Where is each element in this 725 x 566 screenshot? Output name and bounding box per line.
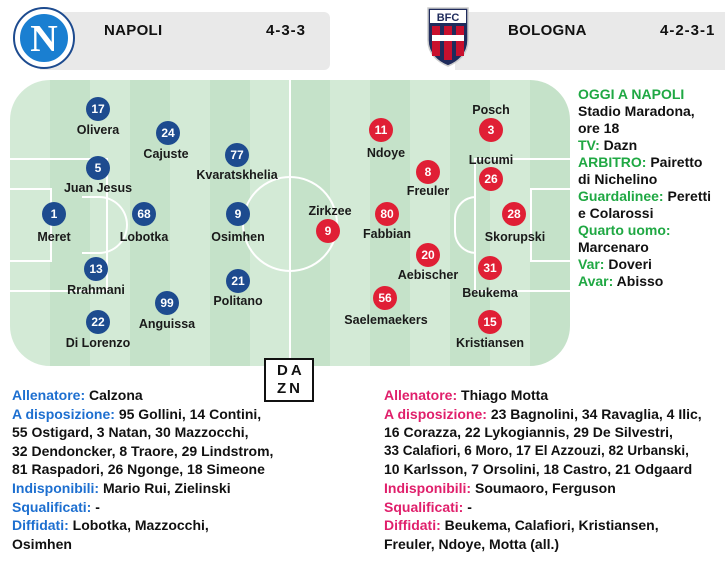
away-formation: 4-2-3-1 [660, 22, 716, 39]
player-number: 80 [375, 202, 399, 226]
bologna-header-bar [455, 12, 725, 70]
napoli-unavailable [12, 479, 342, 498]
player-number: 68 [132, 202, 156, 226]
coach-value: Thiago Motta [461, 387, 549, 403]
info-linesmen-label: Guardalinee: [578, 188, 664, 204]
warned-label: Diffidati: [384, 517, 441, 534]
player-name: Saelemaekers [344, 313, 428, 327]
player-number: 77 [225, 143, 249, 167]
player-name: Politano [213, 294, 263, 308]
dazn-logo-line2: ZN [277, 380, 303, 397]
player-name: Ndoye [366, 146, 406, 160]
bench-label: A disposizione: [12, 405, 115, 422]
bologna-suspended [384, 498, 725, 517]
unavailable-label: Indisponibili: [384, 479, 472, 496]
unavailable-label: Indisponibili: [12, 479, 100, 496]
coach-label: Allenatore: [384, 387, 458, 403]
player-number: 20 [416, 243, 440, 267]
info-time: ore 18 [578, 120, 620, 136]
player-name: Skorupski [484, 230, 546, 244]
player-name: Osimhen [211, 230, 265, 244]
info-fourth-label: Quarto uomo: [578, 222, 671, 238]
warned-label: Diffidati: [12, 517, 69, 534]
bologna-logo [424, 4, 472, 68]
info-linesmen [578, 188, 725, 205]
player-name: Lobotka [119, 230, 169, 244]
player-number: 1 [42, 202, 66, 226]
bench-line4: 10 Karlsson, 7 Orsolini, 18 Castro, 21 Odgaard [384, 461, 693, 478]
bologna-unavailable [384, 479, 725, 498]
napoli-suspended [12, 498, 342, 517]
player-number: 9 [226, 202, 250, 226]
player-number: 13 [84, 257, 108, 281]
player-number: 8 [416, 160, 440, 184]
info-var-label: Var: [578, 256, 605, 272]
info-fourth-value: Marcenaro [578, 239, 649, 255]
bologna-coach [384, 386, 725, 405]
player-number: 3 [479, 118, 503, 142]
player-number: 31 [478, 256, 502, 280]
bench-line2: 16 Corazza, 22 Lykogiannis, 29 De Silvestri, [384, 424, 673, 441]
bench-line1: 95 Gollini, 14 Contini, [118, 405, 262, 422]
player-name: Zirkzee [308, 204, 352, 218]
player-number: 21 [226, 269, 250, 293]
info-referee-label: ARBITRO: [578, 154, 647, 170]
player-name: Meret [37, 230, 71, 244]
bologna-details [384, 386, 725, 553]
unavailable-value: Soumaoro, Ferguson [475, 479, 616, 496]
bench-line3: 33 Calafiori, 6 Moro, 17 El Azzouzi, 82 Urbanski, [384, 442, 689, 458]
napoli-warned [12, 516, 342, 535]
right-goal-area [530, 188, 570, 262]
unavailable-value: Mario Rui, Zielinski [103, 479, 231, 496]
napoli-header-bar [40, 12, 330, 70]
suspended-label: Squalificati: [384, 498, 464, 515]
bologna-bench [384, 405, 725, 424]
napoli-logo [12, 6, 76, 70]
warned-line1: Lobotka, Mazzocchi, [72, 517, 209, 534]
warned-line2: Freuler, Ndoye, Motta (all.) [384, 535, 560, 552]
away-team-name: BOLOGNA [508, 22, 587, 39]
info-referee [578, 154, 725, 171]
match-info [578, 86, 725, 290]
player-name: Posch [472, 103, 510, 117]
info-var [578, 256, 725, 273]
player-number: 9 [316, 219, 340, 243]
player-name: Olivera [76, 123, 120, 137]
bench-line1: 23 Bagnolini, 34 Ravaglia, 4 Ilic, [490, 405, 702, 422]
player-name: Freuler [406, 184, 450, 198]
info-tv-label: TV: [578, 137, 600, 153]
info-referee-2: di Nichelino [578, 171, 658, 187]
player-number: 24 [156, 121, 180, 145]
svg-text:N: N [30, 18, 58, 60]
info-avar-value: Abisso [616, 273, 664, 289]
info-tv [578, 137, 725, 154]
player-name: Kristiansen [455, 336, 525, 350]
player-name: Juan Jesus [63, 181, 133, 195]
dazn-logo-line1: DA [277, 362, 305, 379]
bologna-warned [384, 516, 725, 535]
home-team-name: NAPOLI [104, 22, 163, 39]
player-name: Cajuste [143, 147, 189, 161]
suspended-value: - [467, 498, 472, 515]
player-name: Anguissa [138, 317, 196, 331]
player-name: Fabbian [363, 227, 411, 241]
info-linesmen-value: Peretti [667, 188, 712, 204]
info-title: OGGI A NAPOLI [578, 86, 685, 102]
player-number: 17 [86, 97, 110, 121]
right-penalty-arc [454, 196, 476, 254]
left-goal-area [10, 188, 52, 262]
player-number: 22 [86, 310, 110, 334]
coach-value: Calzona [89, 387, 143, 403]
bench-line2: 55 Ostigard, 3 Natan, 30 Mazzocchi, [12, 424, 249, 441]
bench-label: A disposizione: [384, 405, 487, 422]
info-venue: Stadio Maradona, [578, 103, 695, 119]
napoli-details [12, 386, 342, 553]
napoli-bench [12, 405, 342, 424]
player-name: Aebischer [397, 268, 459, 282]
player-number: 5 [86, 156, 110, 180]
home-formation: 4-3-3 [266, 22, 307, 39]
player-number: 99 [155, 291, 179, 315]
info-avar-label: Avar: [578, 273, 614, 289]
napoli-coach [12, 386, 342, 405]
player-name: Kvaratskhelia [196, 168, 278, 182]
player-name: Beukema [462, 286, 518, 300]
left-penalty-arc [82, 196, 128, 254]
info-var-value: Doveri [608, 256, 652, 272]
player-number: 11 [369, 118, 393, 142]
bench-line3: 32 Dendoncker, 8 Traore, 29 Lindstrom, [12, 442, 274, 459]
info-tv-value: Dazn [603, 137, 638, 153]
info-linesmen-2: e Colarossi [578, 205, 654, 221]
player-number: 56 [373, 286, 397, 310]
suspended-value: - [95, 498, 100, 515]
coach-label: Allenatore: [12, 387, 86, 403]
player-number: 26 [479, 167, 503, 191]
player-number: 15 [478, 310, 502, 334]
info-avar [578, 273, 725, 290]
warned-line2: Osimhen [12, 535, 72, 552]
player-number: 28 [502, 202, 526, 226]
svg-text:BFC: BFC [436, 12, 460, 24]
bench-line4: 81 Raspadori, 26 Ngonge, 18 Simeone [12, 461, 265, 478]
info-referee-value: Pairetto [650, 154, 703, 170]
warned-line1: Beukema, Calafiori, Kristiansen, [444, 517, 659, 534]
player-name: Di Lorenzo [65, 336, 131, 350]
player-name: Rrahmani [67, 283, 125, 297]
player-name: Lucumi [468, 153, 514, 167]
suspended-label: Squalificati: [12, 498, 92, 515]
